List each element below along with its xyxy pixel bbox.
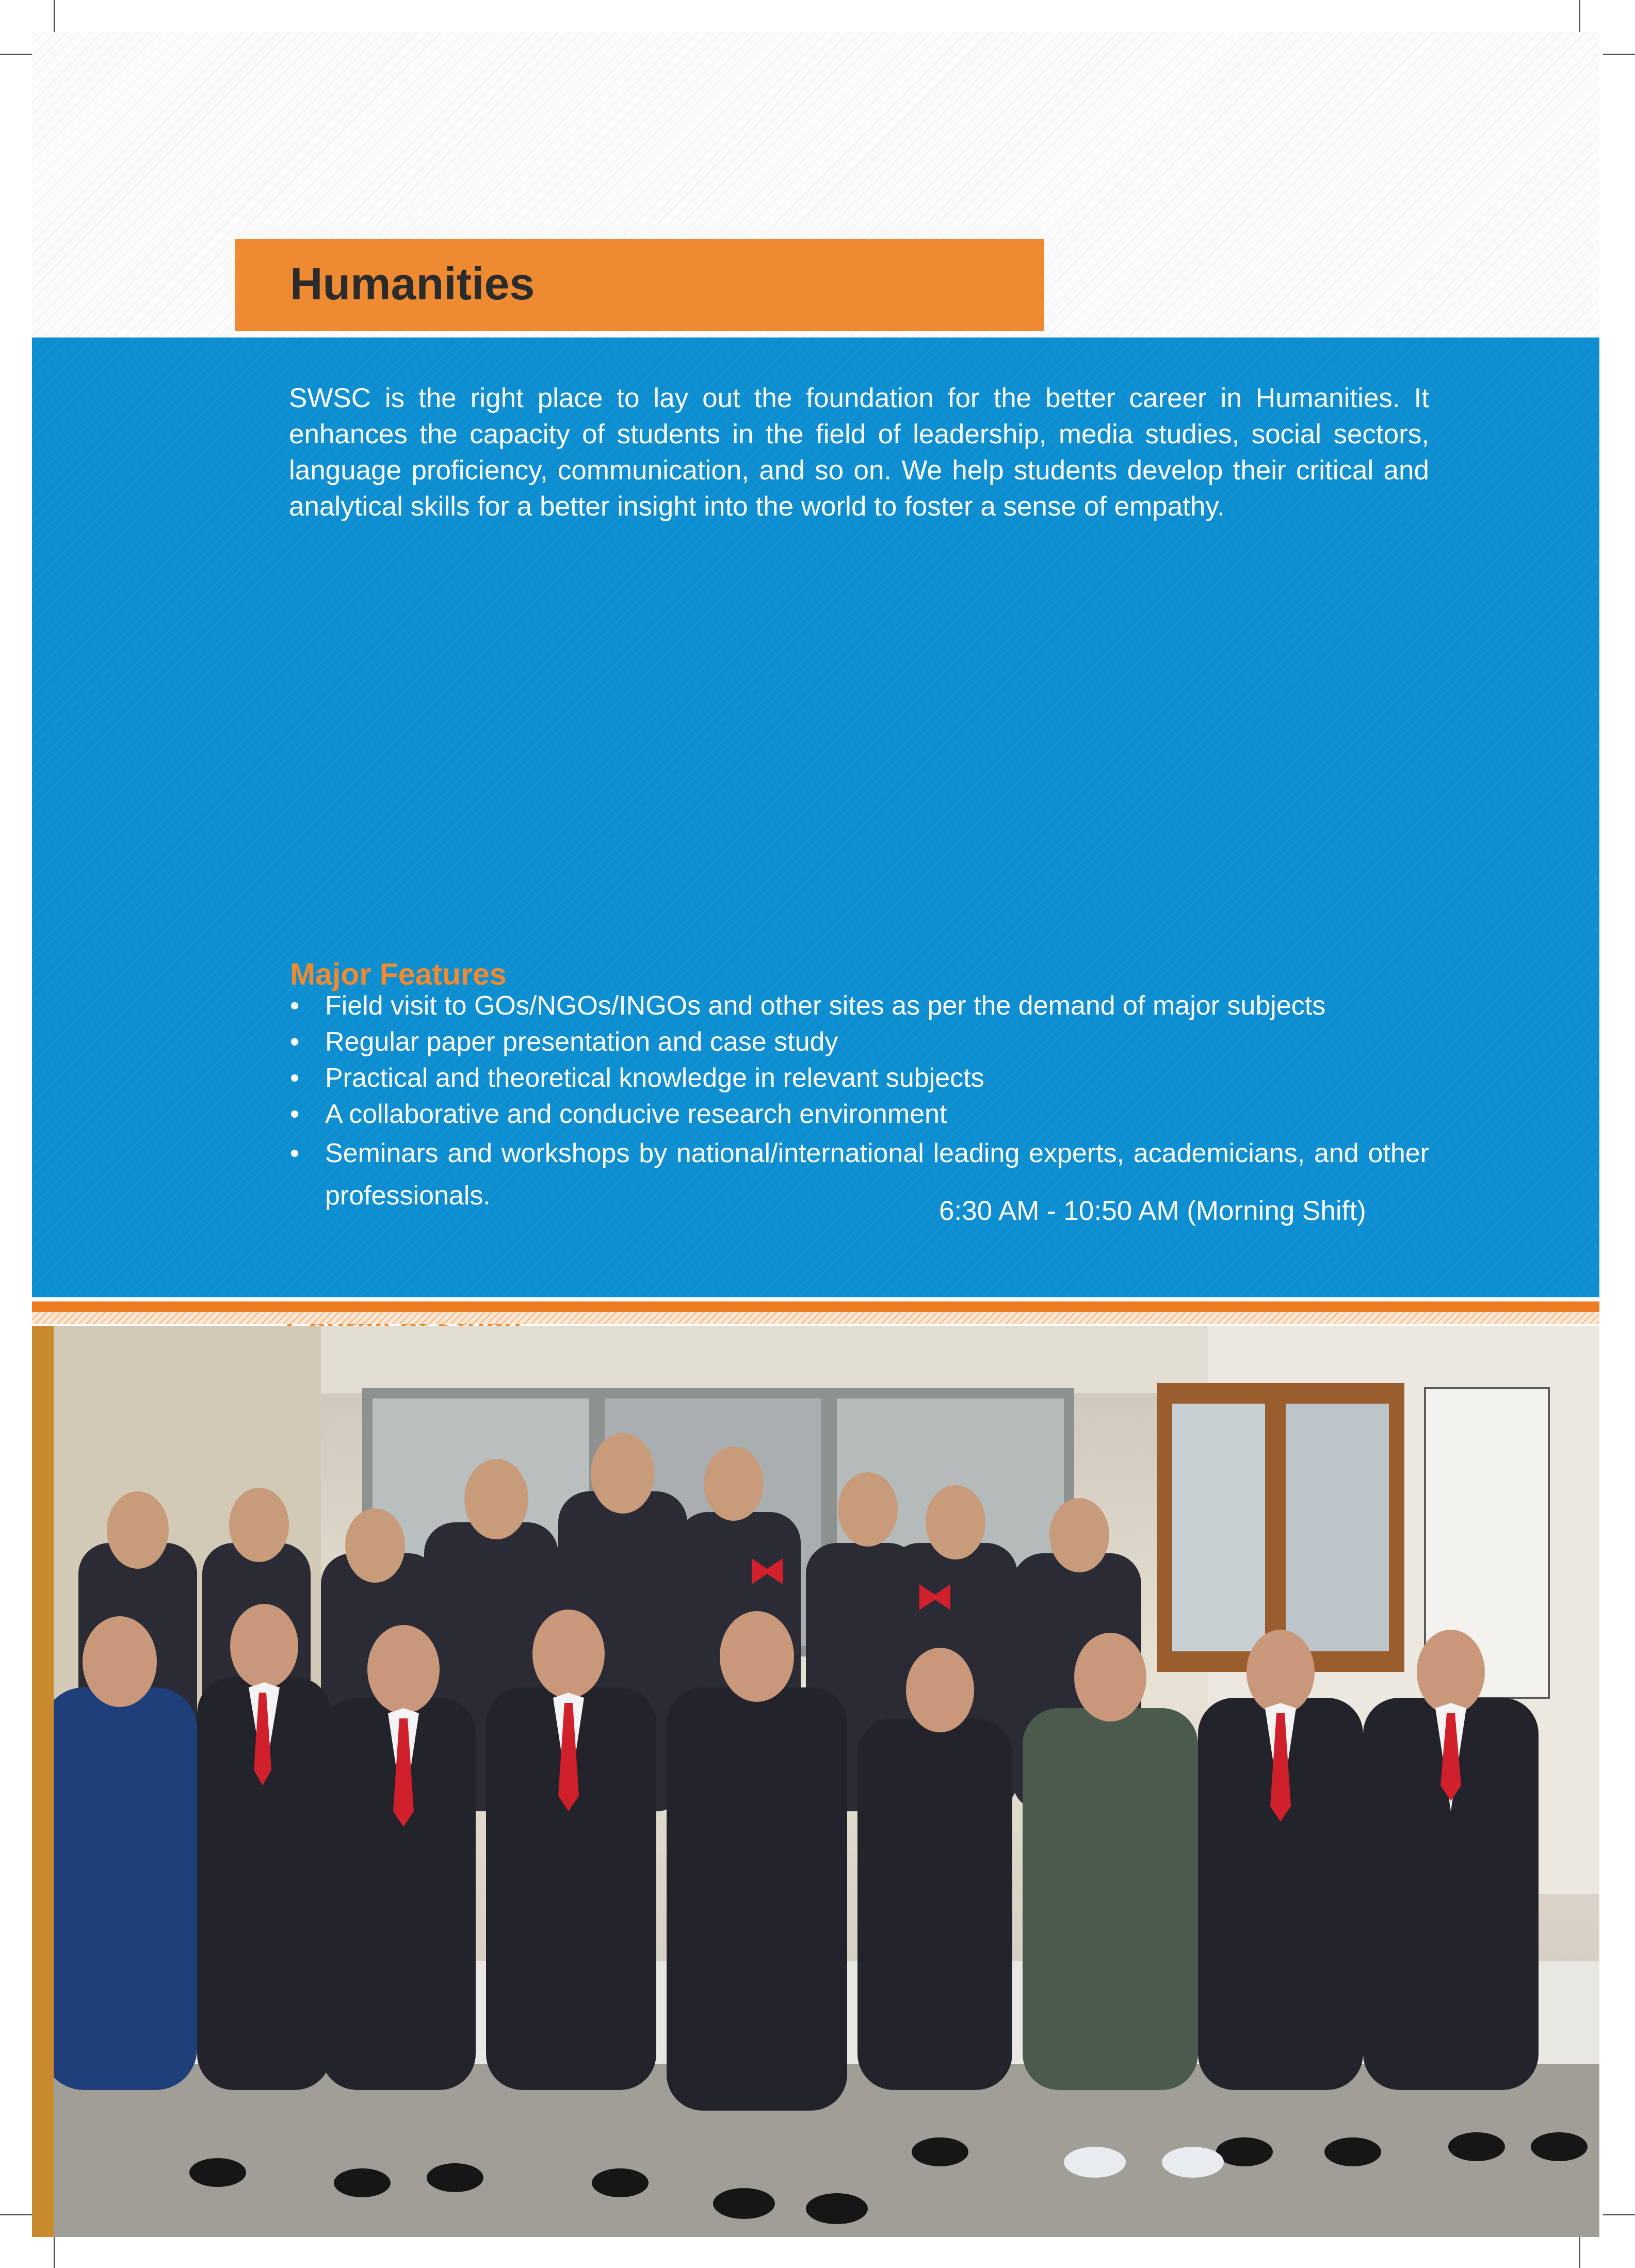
crop-mark-bottom-left-v — [54, 2236, 55, 2268]
features-heading: Major Features — [290, 957, 507, 991]
group-photo — [32, 1326, 1599, 2237]
list-item: • Regular paper presentation and case study — [289, 1024, 1429, 1060]
divider-stripes — [32, 1312, 1599, 1324]
page-title: Humanities — [290, 258, 535, 309]
crop-mark-top-right-v — [1579, 0, 1580, 32]
features-list — [289, 988, 1429, 1217]
crop-mark-bottom-right-v — [1579, 2236, 1580, 2268]
content-panel — [32, 337, 1599, 1297]
title-bar — [235, 239, 1044, 331]
list-item: • Seminars and workshops by national/international leading experts, academicians, and other professionals. — [289, 1132, 1429, 1217]
crop-mark-top-left-h — [0, 54, 32, 55]
crop-mark-top-right-h — [1603, 54, 1635, 55]
intro-paragraph: SWSC is the right place to lay out the foundation for the better career in Humanities. It enhances the capacity of students in the field of leadership, media studies, social sectors, language proficiency, communication, and so on. We help students develop their critical and analytical skills for a better insight into the world to foster a sense of empathy. — [289, 383, 1429, 522]
divider-orange — [32, 1301, 1599, 1312]
list-item: • Practical and theoretical knowledge in relevant subjects — [289, 1060, 1429, 1096]
crop-mark-bottom-left-h — [0, 2214, 32, 2215]
list-item: • A collaborative and conducive research environment — [289, 1096, 1429, 1132]
timing-value: 6:30 AM - 10:50 AM (Morning Shift) — [939, 1196, 1366, 1226]
photo-edge — [32, 1326, 54, 2237]
crop-mark-top-left-v — [54, 0, 55, 32]
crop-mark-bottom-right-h — [1603, 2214, 1635, 2215]
list-item: • Field visit to GOs/NGOs/INGOs and other sites as per the demand of major subjects — [289, 988, 1429, 1024]
